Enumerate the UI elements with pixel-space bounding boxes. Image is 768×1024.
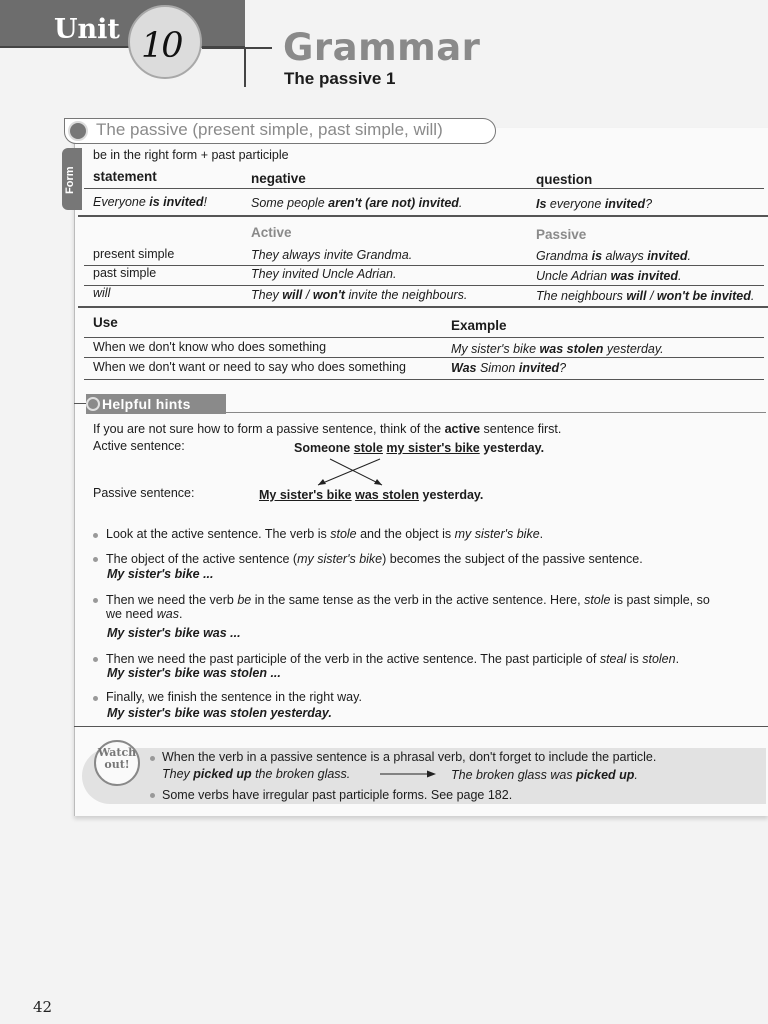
active-example: They will / won't invite the neighbours. <box>251 288 468 302</box>
divider <box>84 357 764 358</box>
divider <box>84 265 764 266</box>
use-description: When we don't know who does something <box>93 340 327 354</box>
unit-label: Unit <box>54 14 120 45</box>
hint-bullet: Then we need the verb be in the same tense as the verb in the active sentence. Here, stole is past simple, so <box>106 593 710 607</box>
use-example: My sister's bike was stolen yesterday. <box>451 342 664 356</box>
active-sentence: Someone stole my sister's bike yesterday. <box>294 441 545 455</box>
tense-label: will <box>93 286 111 300</box>
active-header: Active <box>251 225 292 240</box>
example-header: Example <box>451 318 507 333</box>
hints-intro: If you are not sure how to form a passive sentence, think of the active sentence first. <box>93 422 562 436</box>
bullet-dot <box>93 657 98 662</box>
active-example: They always invite Grandma. <box>251 248 413 262</box>
col-header-question: question <box>536 172 593 187</box>
arrow-right-icon <box>380 769 438 779</box>
watch-out-item: When the verb in a passive sentence is a phrasal verb, don't forget to include the particle. <box>162 750 657 764</box>
helpful-hints-title: Helpful hints <box>102 396 191 412</box>
bullet-dot <box>93 696 98 701</box>
col-header-negative: negative <box>251 171 306 186</box>
use-example: Was Simon invited? <box>451 361 567 375</box>
passive-example: Uncle Adrian was invited. <box>536 269 682 283</box>
divider <box>84 337 764 338</box>
watch-out-label: Watch out! <box>97 746 137 771</box>
passive-example: Grandma is always invited. <box>536 249 691 263</box>
unit-band <box>0 0 245 48</box>
divider <box>78 215 768 217</box>
form-tab-label: Form <box>64 166 76 194</box>
hint-example: My sister's bike was stolen ... <box>107 666 281 680</box>
bullet-dot <box>93 557 98 562</box>
passive-sentence: My sister's bike was stolen yesterday. <box>259 488 484 502</box>
col-header-statement: statement <box>93 169 157 184</box>
divider <box>84 188 764 189</box>
header-rule <box>202 47 272 49</box>
passive-header: Passive <box>536 227 587 242</box>
statement-example: Everyone is invited! <box>93 195 207 209</box>
use-header: Use <box>93 315 118 330</box>
divider <box>78 306 768 308</box>
hint-bullet: Look at the active sentence. The verb is stole and the object is my sister's bike. <box>106 527 544 541</box>
hint-bullet: Finally, we finish the sentence in the right way. <box>106 690 362 704</box>
tense-label: past simple <box>93 266 157 280</box>
active-example: They invited Uncle Adrian. <box>251 267 397 281</box>
page-subtitle: The passive 1 <box>284 69 396 88</box>
form-intro: be in the right form + past participle <box>93 148 289 162</box>
divider <box>74 726 768 727</box>
passive-sentence-label: Passive sentence: <box>93 486 195 500</box>
hint-example: My sister's bike was ... <box>107 626 241 640</box>
hint-bullet: The object of the active sentence (my sister's bike) becomes the subject of the passive sentence. <box>106 552 643 566</box>
unit-number: 10 <box>141 26 182 66</box>
question-example: Is everyone invited? <box>536 197 653 211</box>
tense-label: present simple <box>93 247 175 261</box>
active-sentence-label: Active sentence: <box>93 439 185 453</box>
section-title: The passive (present simple, past simple, will) <box>96 120 443 139</box>
subject-object-swap-arrows <box>310 456 400 490</box>
divider <box>84 379 764 380</box>
header-divider <box>244 47 246 87</box>
bullet-dot <box>93 598 98 603</box>
hints-bullet-icon <box>86 397 100 411</box>
passive-example: The neighbours will / won't be invited. <box>536 289 755 303</box>
use-description: When we don't want or need to say who does something <box>93 360 406 374</box>
page-title: Grammar <box>283 26 481 69</box>
hint-example: My sister's bike was stolen yesterday. <box>107 706 332 720</box>
watch-out-item: Some verbs have irregular past participle forms. See page 182. <box>162 788 513 802</box>
form-tab <box>62 148 82 210</box>
negative-example: Some people aren't (are not) invited. <box>251 196 463 210</box>
page-number: 42 <box>33 998 53 1016</box>
section-bullet-icon <box>68 121 88 141</box>
divider <box>84 285 764 286</box>
hint-example: My sister's bike ... <box>107 567 214 581</box>
bullet-dot <box>150 793 155 798</box>
hint-bullet-line2: we need was. <box>106 607 183 621</box>
watch-out-example-passive: The broken glass was picked up. <box>451 768 638 782</box>
hint-bullet: Then we need the past participle of the verb in the active sentence. The past participle of steal is stolen. <box>106 652 680 666</box>
watch-out-example-active: They picked up the broken glass. <box>162 767 351 781</box>
divider <box>226 412 766 413</box>
bullet-dot <box>93 533 98 538</box>
bullet-dot <box>150 756 155 761</box>
